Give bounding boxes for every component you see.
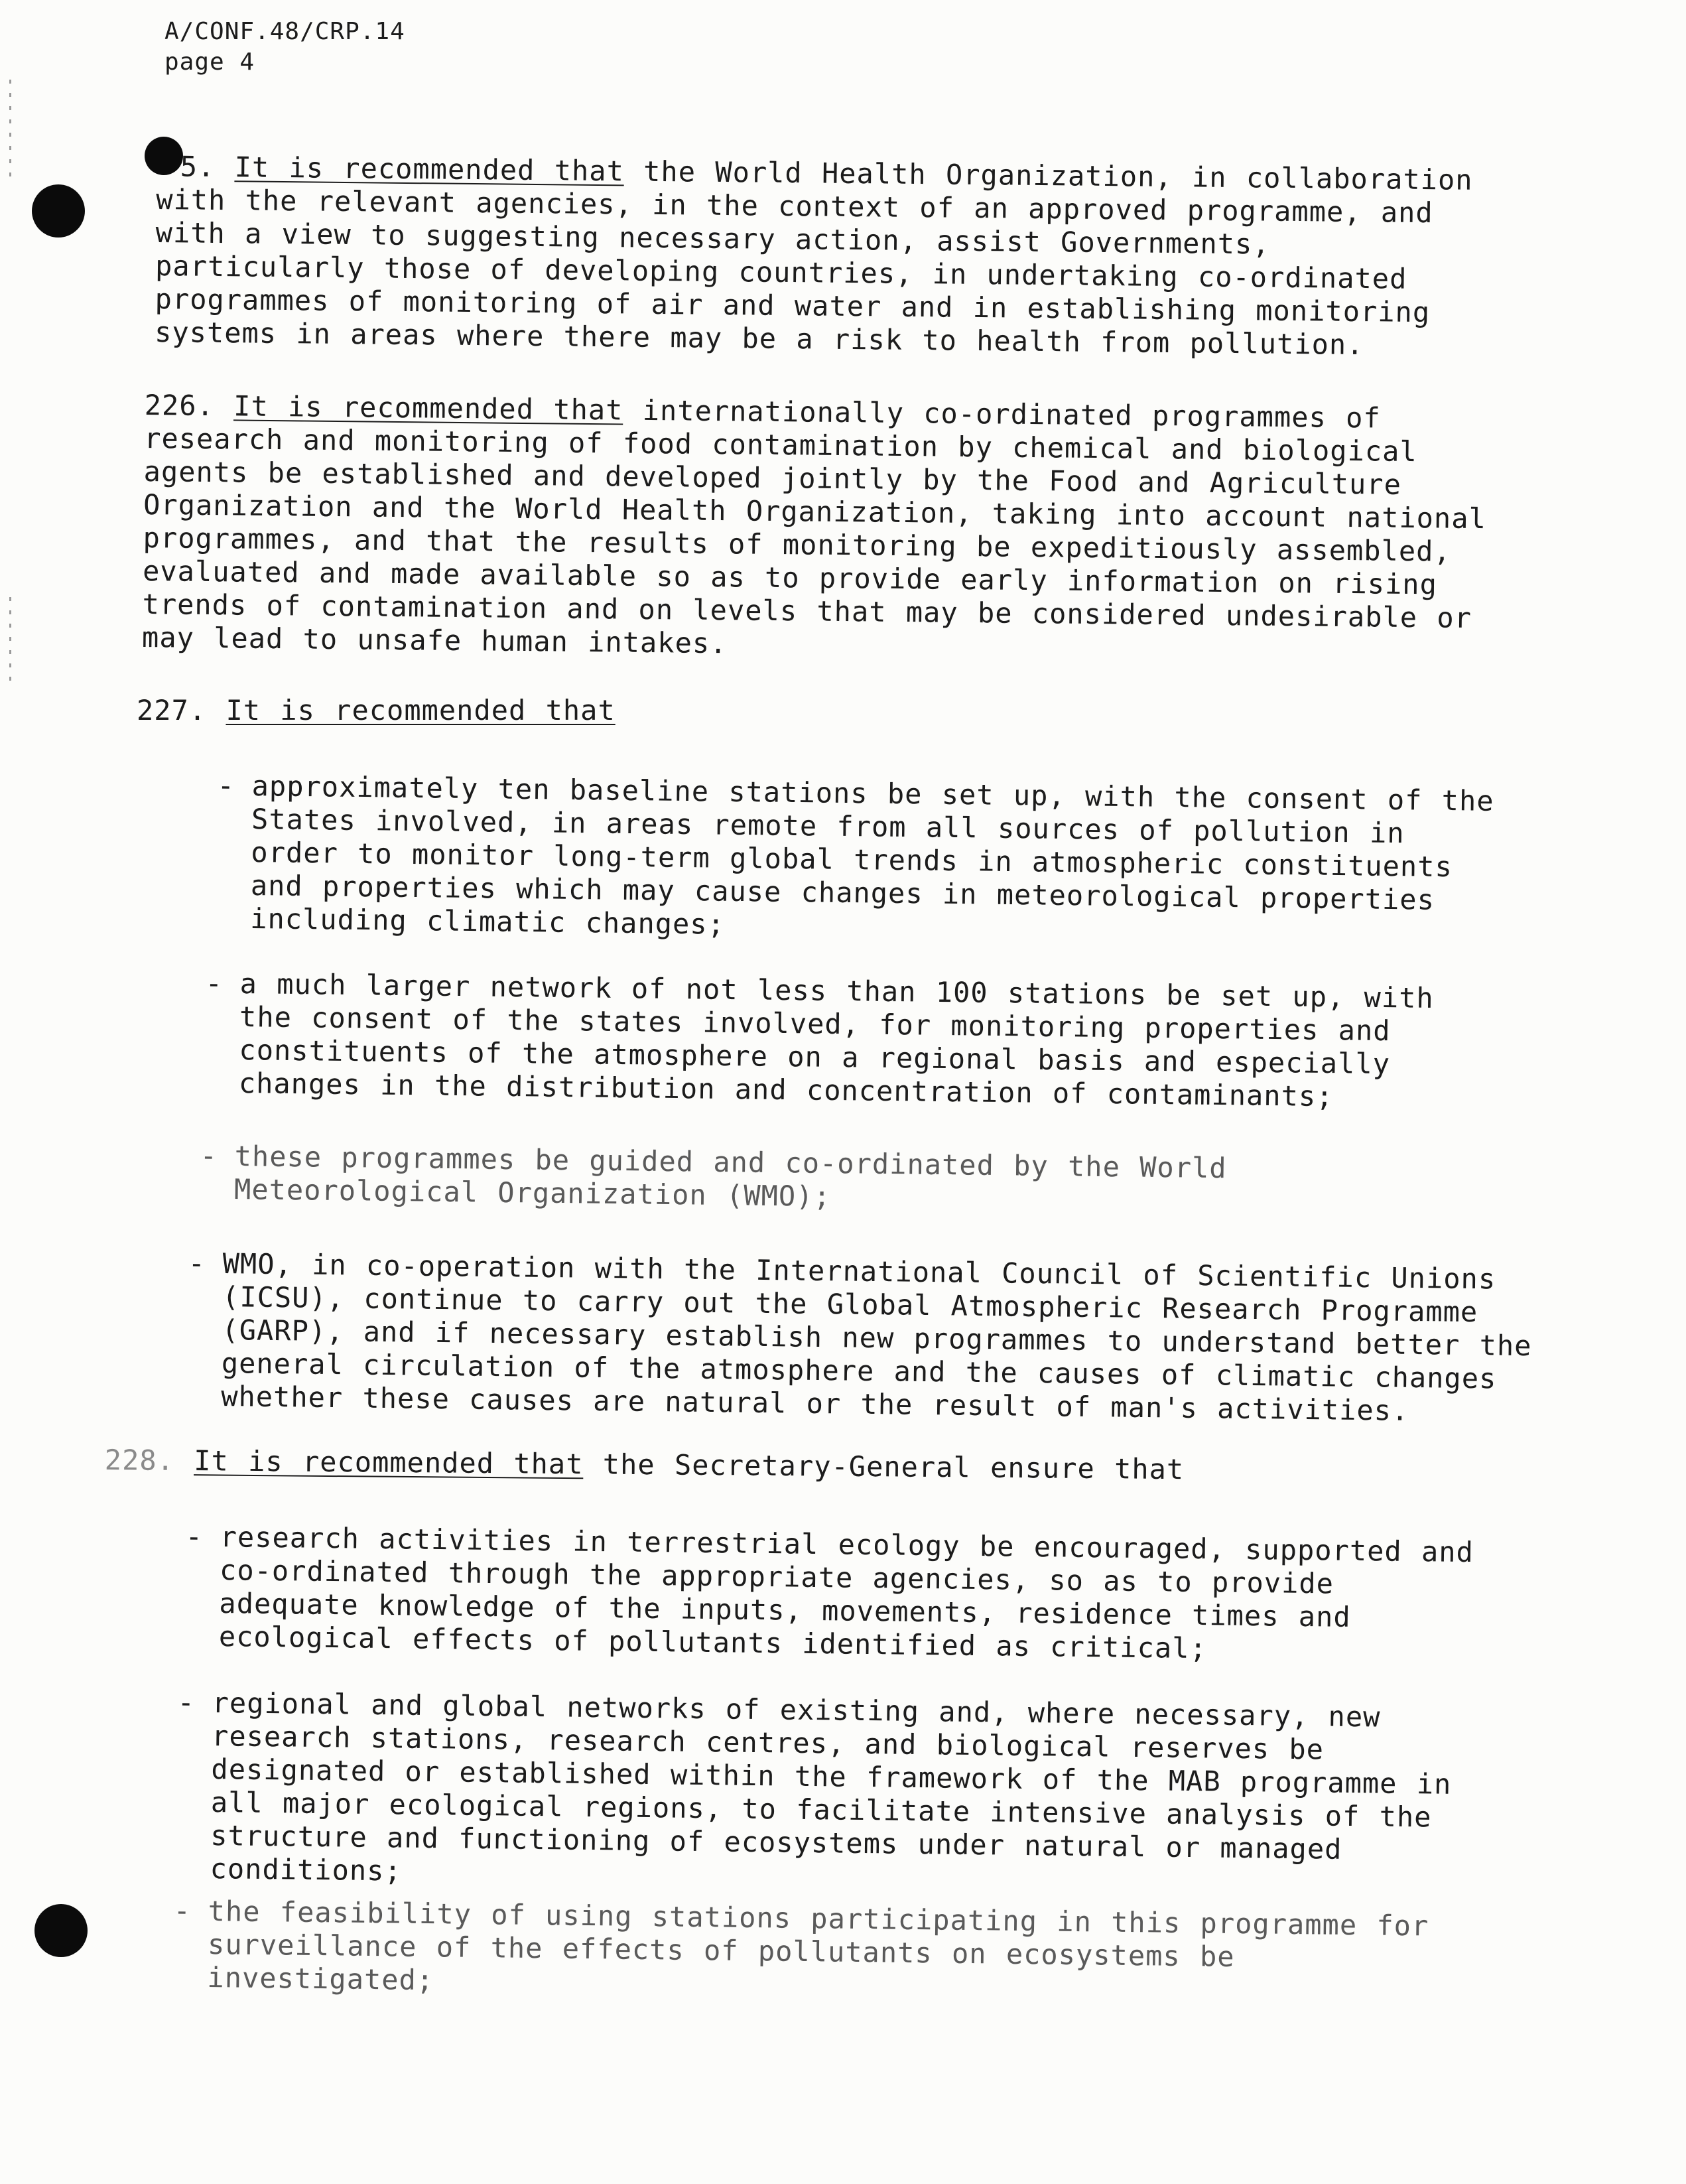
list-item — [217, 769, 1499, 951]
bullet-dash: - — [173, 1894, 192, 1927]
bullet-text: regional and global networks of existing and, where necessary, new research stations, research centres, and biological reserves be designated or established within the framework of the MAB programme in all major ecological regions, to facilitate intensive analysis of the structure and functioning of ecosystems under natural or managed conditions; — [210, 1686, 1452, 1887]
paragraph-body: the World Health Organization, in collaboration with the relevant agencies, in the context of an approved programme, and with a view to suggesting necessary action, assist Governments, particularly those of developing countries, in undertaking co-ordinated programmes of monitoring of air and water and in establishing monitoring systems in areas where there may be a risk to health from pollution. — [154, 155, 1473, 362]
binder-hole-bottom — [34, 1904, 88, 1957]
bullet-dash: - — [177, 1686, 196, 1719]
paragraph-number: 5. — [180, 150, 216, 183]
list-item — [188, 1247, 1563, 1430]
bullet-text: a much larger network of not less than 100 stations be set up, with the consent of the states involved, for monitoring properties and constituents of the atmosphere on a regional basis and especially changes in the distribution and concentration of contaminants; — [238, 967, 1435, 1113]
binder-hole-top — [32, 184, 85, 238]
paragraph-body: internationally co-ordinated programmes of research and monitoring of food contamination by chemical and biological agents be established and developed jointly by the Food and Agriculture Organization and the World Health Organization, taking into account national programmes, and that the results of monitoring be expeditiously assembled, evaluated and made available so as to provide early information on rising trends of contamination and on levels that may be considered undesirable or may lead to unsafe human intakes. — [141, 393, 1487, 660]
paragraph-body: the Secretary-General ensure that — [602, 1448, 1185, 1486]
paragraph-227-heading — [137, 694, 933, 727]
paragraph-225 — [155, 150, 1483, 363]
recommendation-lead: It is recommended that — [233, 389, 623, 427]
paragraph-number: 226. — [144, 389, 215, 423]
list-item — [205, 967, 1487, 1115]
paragraph-228-heading — [105, 1444, 1431, 1488]
bullet-text: the feasibility of using stations participating in this programme for surveillance of the effects of pollutants on ecosystems be investigated; — [207, 1895, 1429, 1997]
bullet-dash: - — [200, 1139, 218, 1172]
bullet-dash: - — [205, 967, 224, 1000]
list-item — [185, 1520, 1480, 1669]
paragraph-number: 227. — [137, 694, 207, 726]
bullet-text: approximately ten baseline stations be set up, with the consent of the States involved, in areas remote from all sources of pollution in order to monitor long-term global trends in atmospheric constituents and properties which may cause changes in meteorological properties including climatic changes; — [249, 770, 1494, 941]
paragraph-number: 228. — [104, 1444, 175, 1477]
bullet-dash: - — [217, 769, 235, 802]
list-item — [200, 1139, 1482, 1221]
bullet-text: research activities in terrestrial ecology be encouraged, supported and co-ordinated through the appropriate agencies, so as to provide adequate knowledge of the inputs, movements, residence times and ecological effects of pollutants identified as critical; — [218, 1521, 1474, 1665]
margin-mark — [9, 597, 11, 690]
recommendation-lead: It is recommended that — [226, 694, 616, 726]
bullet-text: these programmes be guided and co-ordinated by the World Meteorological Organization (WMO); — [233, 1140, 1227, 1213]
list-item — [177, 1686, 1486, 1901]
list-item — [173, 1894, 1468, 2010]
page-number: page 4 — [164, 48, 255, 76]
bullet-dash: - — [185, 1520, 204, 1553]
document-symbol: A/CONF.48/CRP.14 — [164, 18, 405, 45]
recommendation-lead: It is recommended that — [234, 151, 625, 188]
recommendation-lead: It is recommended that — [194, 1444, 584, 1481]
margin-mark — [9, 80, 11, 186]
paragraph-226 — [142, 389, 1498, 668]
bullet-text: WMO, in co-operation with the International Council of Scientific Unions (ICSU), continue to carry out the Global Atmospheric Research Programme (GARP), and if necessary establish new programmes to understand better the general circulation of the atmosphere and the causes of climatic changes whether these causes are natural or the result of man's activities. — [220, 1247, 1532, 1427]
bullet-dash: - — [188, 1247, 206, 1280]
